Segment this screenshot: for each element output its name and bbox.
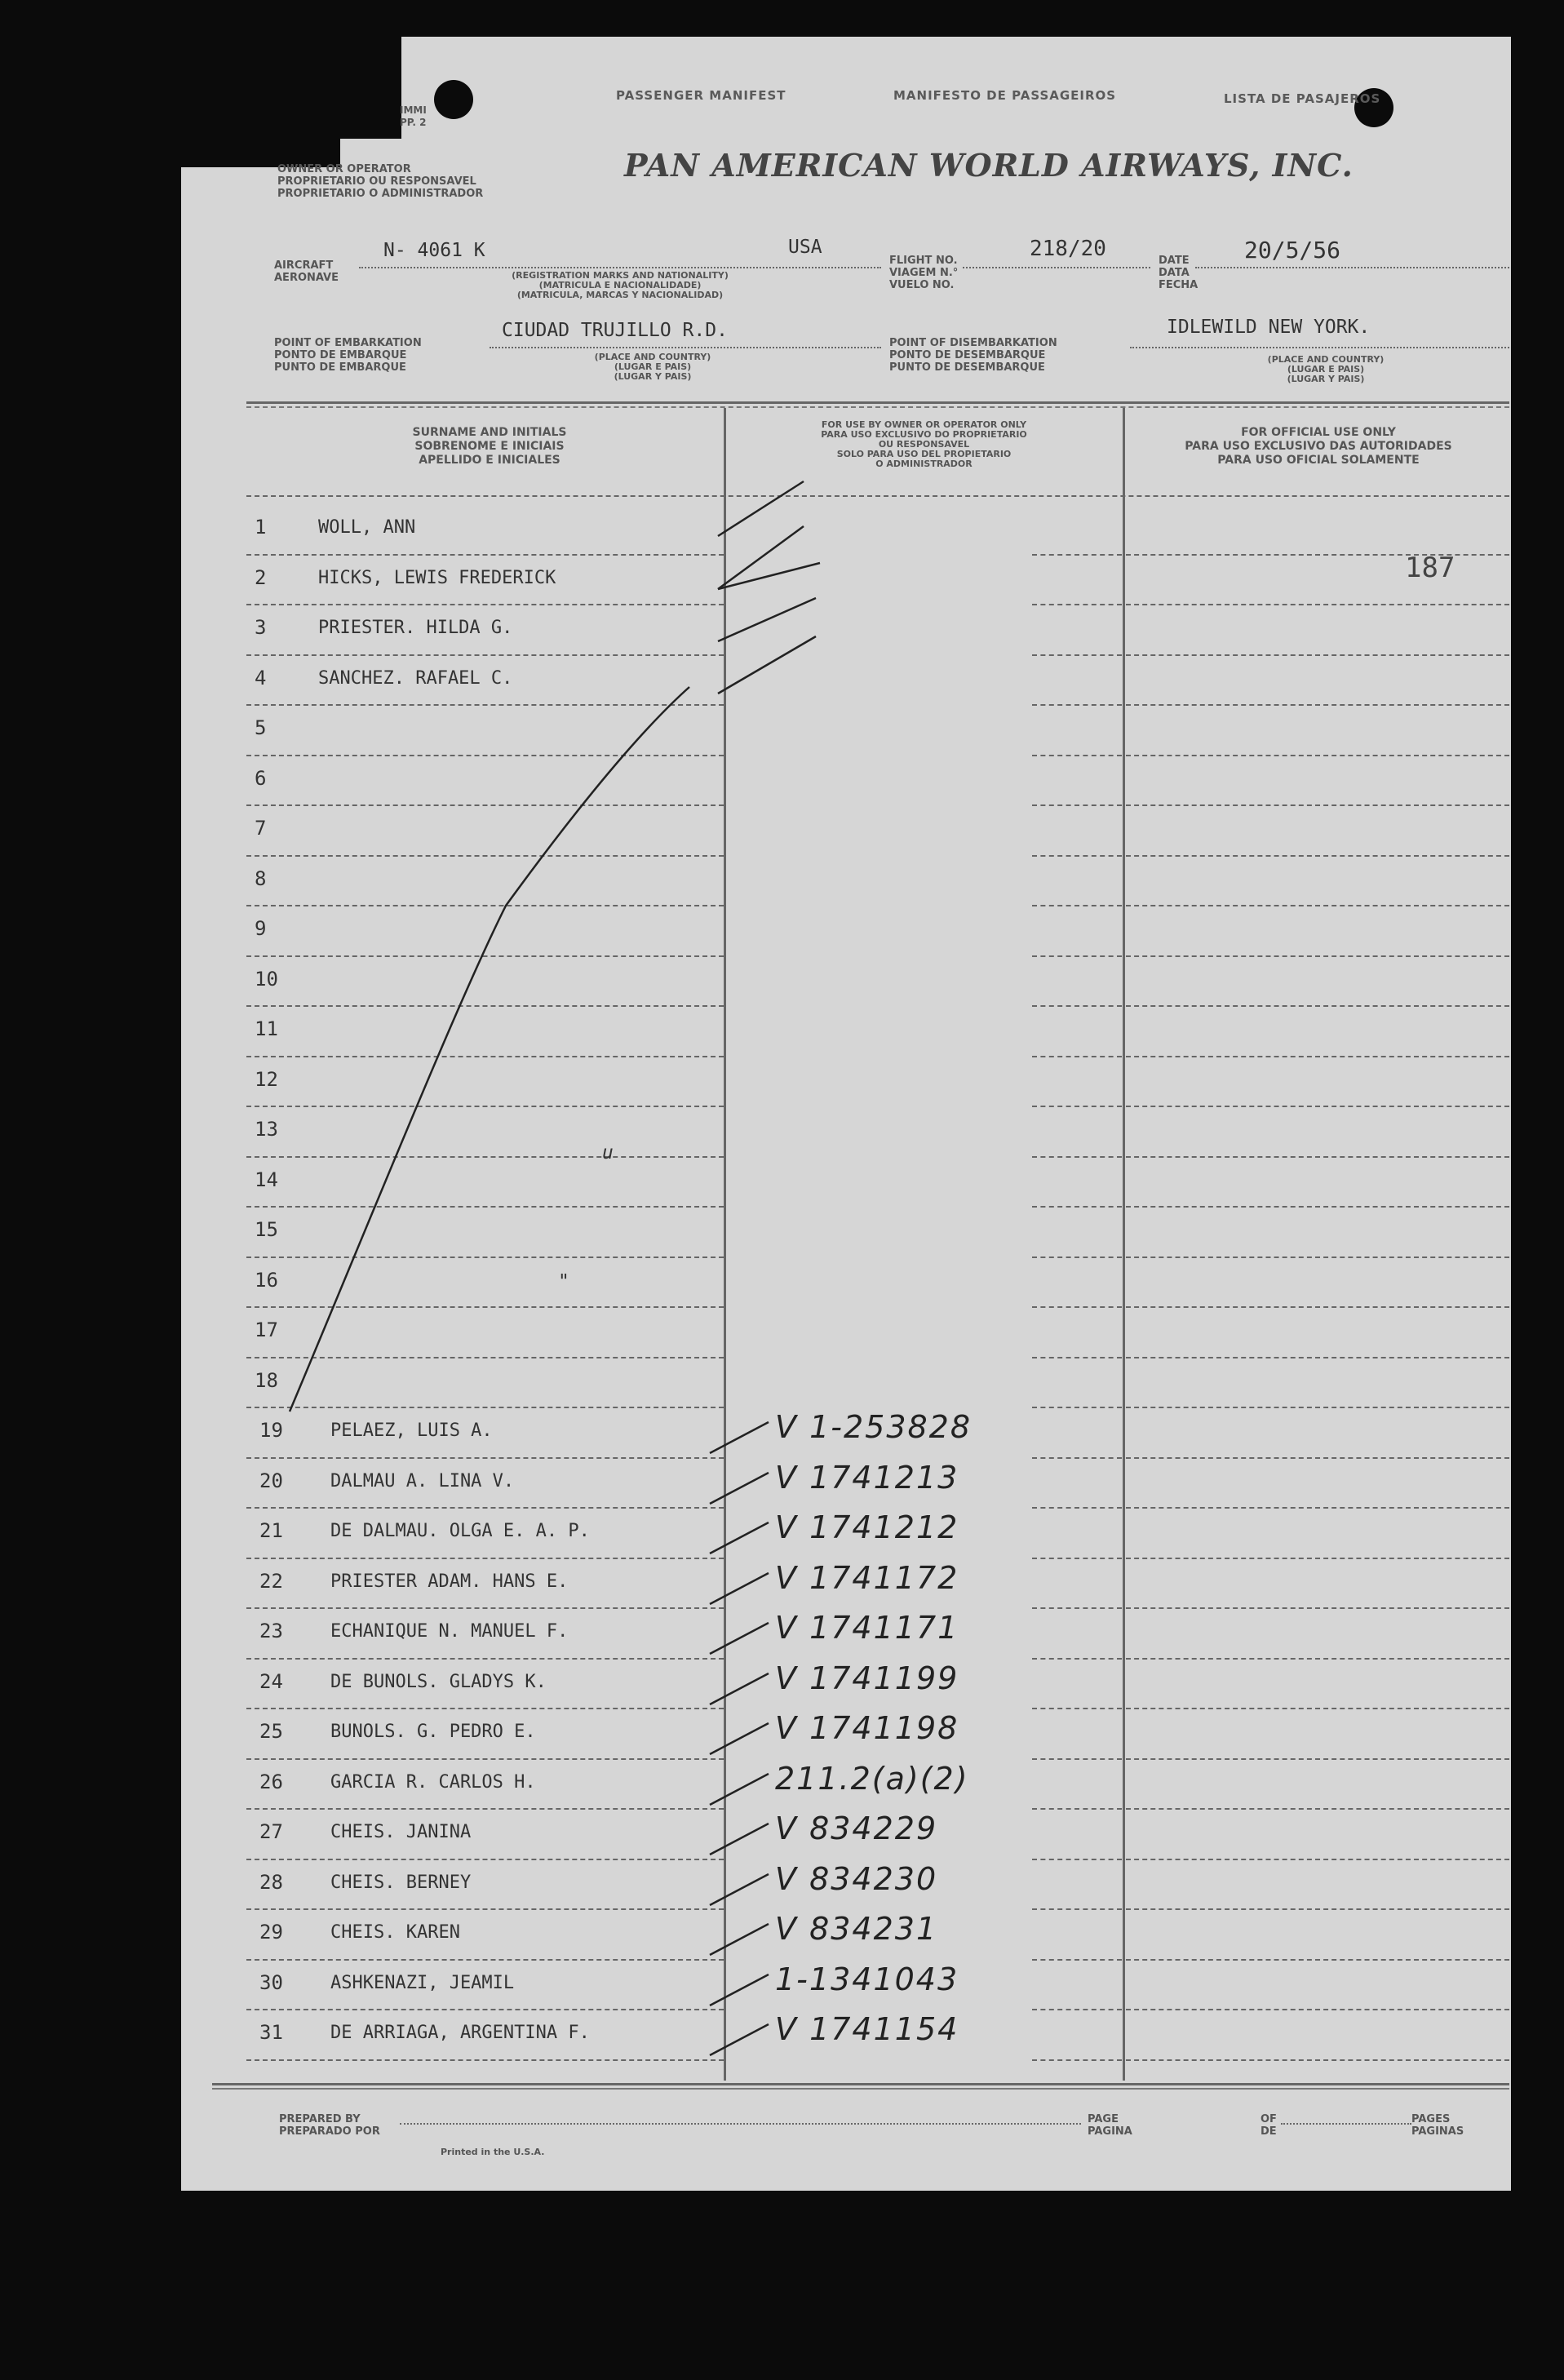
row-number: 20: [259, 1469, 283, 1492]
row-number: 16: [255, 1268, 278, 1292]
date-value: 20/5/56: [1244, 237, 1341, 264]
passenger-name: HICKS, LEWIS FREDERICK: [318, 567, 556, 588]
aircraft-label: AIRCRAFT AERONAVE: [274, 259, 339, 284]
row-number: 25: [259, 1720, 283, 1743]
row-number: 31: [259, 2021, 283, 2044]
row-number: 27: [259, 1820, 283, 1843]
row-number: 26: [259, 1770, 283, 1793]
aircraft-value: N- 4061 K: [383, 240, 485, 261]
row-number: 7: [255, 817, 267, 840]
embark-value: CIUDAD TRUJILLO R.D.: [502, 320, 728, 341]
ditto-mark: ": [558, 1271, 569, 1292]
visa-number: V 1741213: [775, 1459, 959, 1496]
visa-number: V 1741212: [775, 1509, 959, 1545]
row-number: 19: [259, 1419, 283, 1442]
passenger-name: PRIESTER ADAM. HANS E.: [330, 1571, 569, 1592]
passenger-name: CHEIS. JANINA: [330, 1822, 472, 1842]
printed-note: Printed in the U.S.A.: [441, 2147, 545, 2157]
row-number: 10: [255, 967, 278, 991]
flight-value: 218/20: [1030, 237, 1106, 261]
passenger-name: ASHKENAZI, JEAMIL: [330, 1972, 515, 1993]
row-number: 23: [259, 1620, 283, 1642]
row-number: 6: [255, 766, 267, 790]
title-pt: MANIFESTO DE PASSAGEIROS: [893, 88, 1117, 103]
visa-number: V 1-253828: [775, 1409, 973, 1445]
row-number: 17: [255, 1319, 278, 1341]
title-en: PASSENGER MANIFEST: [616, 88, 786, 103]
row-number: 24: [259, 1669, 283, 1693]
row-number: 15: [255, 1218, 278, 1241]
owner-label: OWNER OR OPERATOR PROPRIETARIO OU RESPONSAVEL PROPRIETARIO O ADMINISTRADOR: [277, 163, 484, 200]
flight-label: FLIGHT NO. VIAGEM N.° VUELO NO.: [889, 255, 959, 291]
visa-number: 1-1341043: [775, 1961, 959, 1997]
airline-name: PAN AMERICAN WORLD AIRWAYS, INC.: [624, 147, 1354, 184]
visa-number: V 1741171: [775, 1610, 959, 1646]
row-number: 22: [259, 1569, 283, 1593]
visa-number: V 834229: [775, 1810, 938, 1846]
prepared-by-label: PREPARED BY PREPARADO POR: [279, 2113, 380, 2138]
row-number: 13: [255, 1118, 278, 1141]
row-number: 12: [255, 1067, 278, 1091]
visa-number: 211.2(a)(2): [775, 1760, 969, 1797]
disembark-caption: (PLACE AND COUNTRY) (LUGAR E PAIS) (LUGAR Y PAIS): [1267, 354, 1385, 384]
row-number: 1: [255, 516, 267, 538]
visa-number: V 1741154: [775, 2011, 959, 2047]
row-number: 9: [255, 917, 267, 940]
row-number: 14: [255, 1168, 278, 1191]
name-column-header: SURNAME AND INITIALS SOBRENOME E INICIAIS APELLIDO E INICIALES: [412, 426, 567, 467]
embark-label: POINT OF EMBARKATION PONTO DE EMBARQUE PUNTO DE EMBARQUE: [274, 337, 422, 374]
passenger-name: DE DALMAU. OLGA E. A. P.: [330, 1521, 590, 1541]
passenger-name: DALMAU A. LINA V.: [330, 1470, 515, 1491]
row-number: 29: [259, 1921, 283, 1943]
title-es: LISTA DE PASAJEROS: [1224, 91, 1381, 106]
passenger-name: PRIESTER. HILDA G.: [318, 618, 513, 638]
passenger-name: DE ARRIAGA, ARGENTINA F.: [330, 2023, 590, 2043]
embark-caption: (PLACE AND COUNTRY) (LUGAR E PAIS) (LUGAR Y PAIS): [594, 352, 711, 382]
page-label: PAGE PAGINA: [1088, 2113, 1132, 2138]
row-number: 11: [255, 1017, 278, 1040]
row-number: 28: [259, 1870, 283, 1894]
row-number: 30: [259, 1970, 283, 1994]
passenger-name: DE BUNOLS. GLADYS K.: [330, 1671, 547, 1692]
date-label: DATE DATA FECHA: [1159, 255, 1198, 291]
row-number: 2: [255, 565, 267, 589]
row-number: 5: [255, 716, 267, 739]
ditto-mark: u: [602, 1142, 614, 1163]
passenger-name: ECHANIQUE N. MANUEL F.: [330, 1621, 569, 1642]
official-use-column-header: FOR OFFICIAL USE ONLY PARA USO EXCLUSIVO DAS AUTORIDADES PARA USO OFICIAL SOLAMENTE: [1185, 426, 1452, 467]
visa-number: V 1741198: [775, 1710, 959, 1746]
passenger-name: SANCHEZ. RAFAEL C.: [318, 667, 513, 689]
passenger-name: GARCIA R. CARLOS H.: [330, 1771, 536, 1793]
registration-caption: (REGISTRATION MARKS AND NATIONALITY) (MATRICULA E NACIONALIDADE) (MATRICULA, MARCAS Y NACIONALIDAD): [512, 270, 729, 300]
official-note: 187: [1405, 552, 1455, 584]
row-number: 3: [255, 616, 267, 639]
disembark-value: IDLEWILD NEW YORK.: [1167, 317, 1371, 338]
visa-number: V 834231: [775, 1911, 938, 1947]
row-number: 8: [255, 866, 267, 890]
visa-number: V 1741172: [775, 1559, 959, 1596]
row-number: 4: [255, 666, 267, 689]
passenger-name: CHEIS. KAREN: [330, 1922, 460, 1943]
nationality-value: USA: [788, 237, 822, 258]
passenger-name: CHEIS. BERNEY: [330, 1872, 472, 1893]
passenger-name: WOLL, ANN: [318, 517, 416, 538]
passenger-name: PELAEZ, LUIS A.: [330, 1420, 493, 1441]
owner-use-column-header: FOR USE BY OWNER OR OPERATOR ONLY PARA USO EXCLUSIVO DO PROPRIETARIO OU RESPONSAVEL SOLO PARA USO DEL PROPIETARIO O ADMINISTRADOR: [821, 419, 1027, 469]
visa-number: V 1741199: [775, 1660, 959, 1696]
visa-number: V 834230: [775, 1860, 938, 1897]
form-code: IMMI PP. 2: [400, 104, 427, 128]
pages-label: PAGES PAGINAS: [1411, 2113, 1464, 2138]
of-label: OF DE: [1261, 2113, 1277, 2138]
row-number: 21: [259, 1519, 283, 1542]
row-number: 18: [255, 1368, 278, 1392]
passenger-name: BUNOLS. G. PEDRO E.: [330, 1722, 536, 1742]
disembark-label: POINT OF DISEMBARKATION PONTO DE DESEMBARQUE PUNTO DE DESEMBARQUE: [889, 337, 1057, 374]
